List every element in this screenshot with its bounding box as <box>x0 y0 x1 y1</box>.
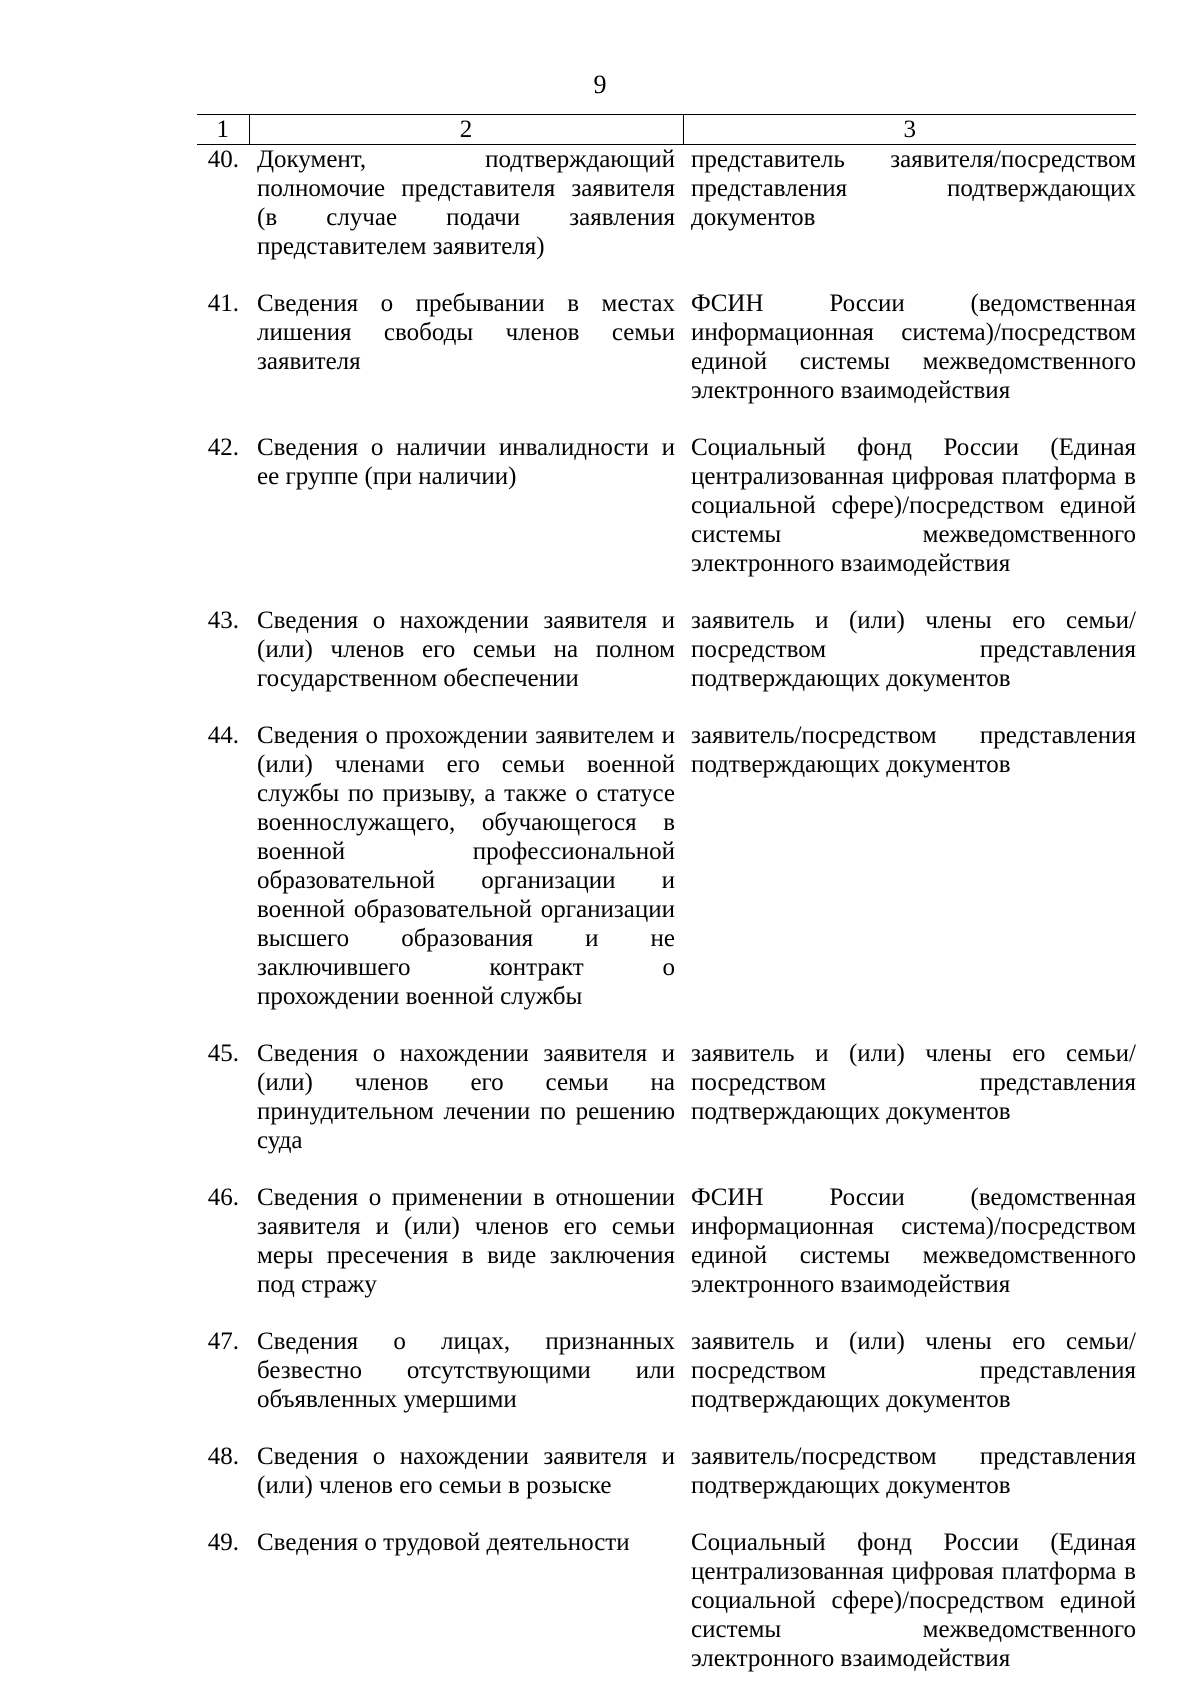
row-number: 43. <box>197 606 249 721</box>
table-row <box>197 1327 1136 1442</box>
document-description: Сведения о лицах, признанных безвестно отсутствующими или объявленных умершими <box>249 1327 683 1442</box>
table-row <box>197 721 1136 1039</box>
document-description: Сведения о нахождении заявителя и (или) членов его семьи на полном государственном обеспечении <box>249 606 683 721</box>
table-row <box>197 1528 1136 1701</box>
row-number: 45. <box>197 1039 249 1183</box>
document-source: заявитель и (или) члены его семьи/посредством представления подтверждающих документов <box>683 606 1136 721</box>
table-row <box>197 145 1136 290</box>
document-description: Сведения о нахождении заявителя и (или) членов его семьи в розыске <box>249 1442 683 1528</box>
row-number: 41. <box>197 289 249 433</box>
header-row <box>197 115 1136 145</box>
document-source: заявитель и (или) члены его семьи/посредством представления подтверждающих документов <box>683 1327 1136 1442</box>
document-source: заявитель и (или) члены его семьи/посредством представления подтверждающих документов <box>683 1039 1136 1183</box>
row-number: 42. <box>197 433 249 606</box>
table-row <box>197 606 1136 721</box>
table-row <box>197 289 1136 433</box>
column-header-3: 3 <box>683 115 1136 145</box>
document-source: Социальный фонд России (Единая централизованная цифровая платформа в социальной сфере)/посредством единой системы межведомственного электронного взаимодействия <box>683 1528 1136 1701</box>
row-number: 47. <box>197 1327 249 1442</box>
document-description: Сведения о применении в отношении заявителя и (или) членов его семьи меры пресечения в виде заключения под стражу <box>249 1183 683 1327</box>
document-description: Сведения о нахождении заявителя и (или) членов его семьи на принудительном лечении по решению суда <box>249 1039 683 1183</box>
row-number: 48. <box>197 1442 249 1528</box>
document-source: представитель заявителя/посредством представления подтверждающих документов <box>683 145 1136 290</box>
table-row <box>197 1183 1136 1327</box>
document-source: заявитель/посредством представления подтверждающих документов <box>683 1442 1136 1528</box>
document-description: Сведения о пребывании в местах лишения свободы членов семьи заявителя <box>249 289 683 433</box>
page-number: 9 <box>0 70 1200 100</box>
row-number: 46. <box>197 1183 249 1327</box>
table-header <box>197 115 1136 145</box>
column-header-1: 1 <box>197 115 249 145</box>
row-number: 40. <box>197 145 249 290</box>
column-header-2: 2 <box>249 115 683 145</box>
document-description: Сведения о наличии инвалидности и ее группе (при наличии) <box>249 433 683 606</box>
document-description: Сведения о трудовой деятельности <box>249 1528 683 1701</box>
document-description: Документ, подтверждающий полномочие представителя заявителя (в случае подачи заявления представителем заявителя) <box>249 145 683 290</box>
table-row <box>197 433 1136 606</box>
document-description: Сведения о прохождении заявителем и (или) членами его семьи военной службы по призыву, а также о статусе военнослужащего, обучающегося в военной профессиональной образовательной организации и военной образовательной организации высшего образования и не заключившего контракт о прохождении военной службы <box>249 721 683 1039</box>
requirements-table <box>197 114 1136 1701</box>
row-number: 49. <box>197 1528 249 1701</box>
row-number: 44. <box>197 721 249 1039</box>
table-row <box>197 1442 1136 1528</box>
table-body <box>197 145 1136 1701</box>
table-row <box>197 1039 1136 1183</box>
document-source: ФСИН России (ведомственная информационная система)/посредством единой системы межведомственного электронного взаимодействия <box>683 289 1136 433</box>
document-source: Социальный фонд России (Единая централизованная цифровая платформа в социальной сфере)/посредством единой системы межведомственного электронного взаимодействия <box>683 433 1136 606</box>
document-source: заявитель/посредством представления подтверждающих документов <box>683 721 1136 1039</box>
document-source: ФСИН России (ведомственная информационная система)/посредством единой системы межведомственного электронного взаимодействия <box>683 1183 1136 1327</box>
